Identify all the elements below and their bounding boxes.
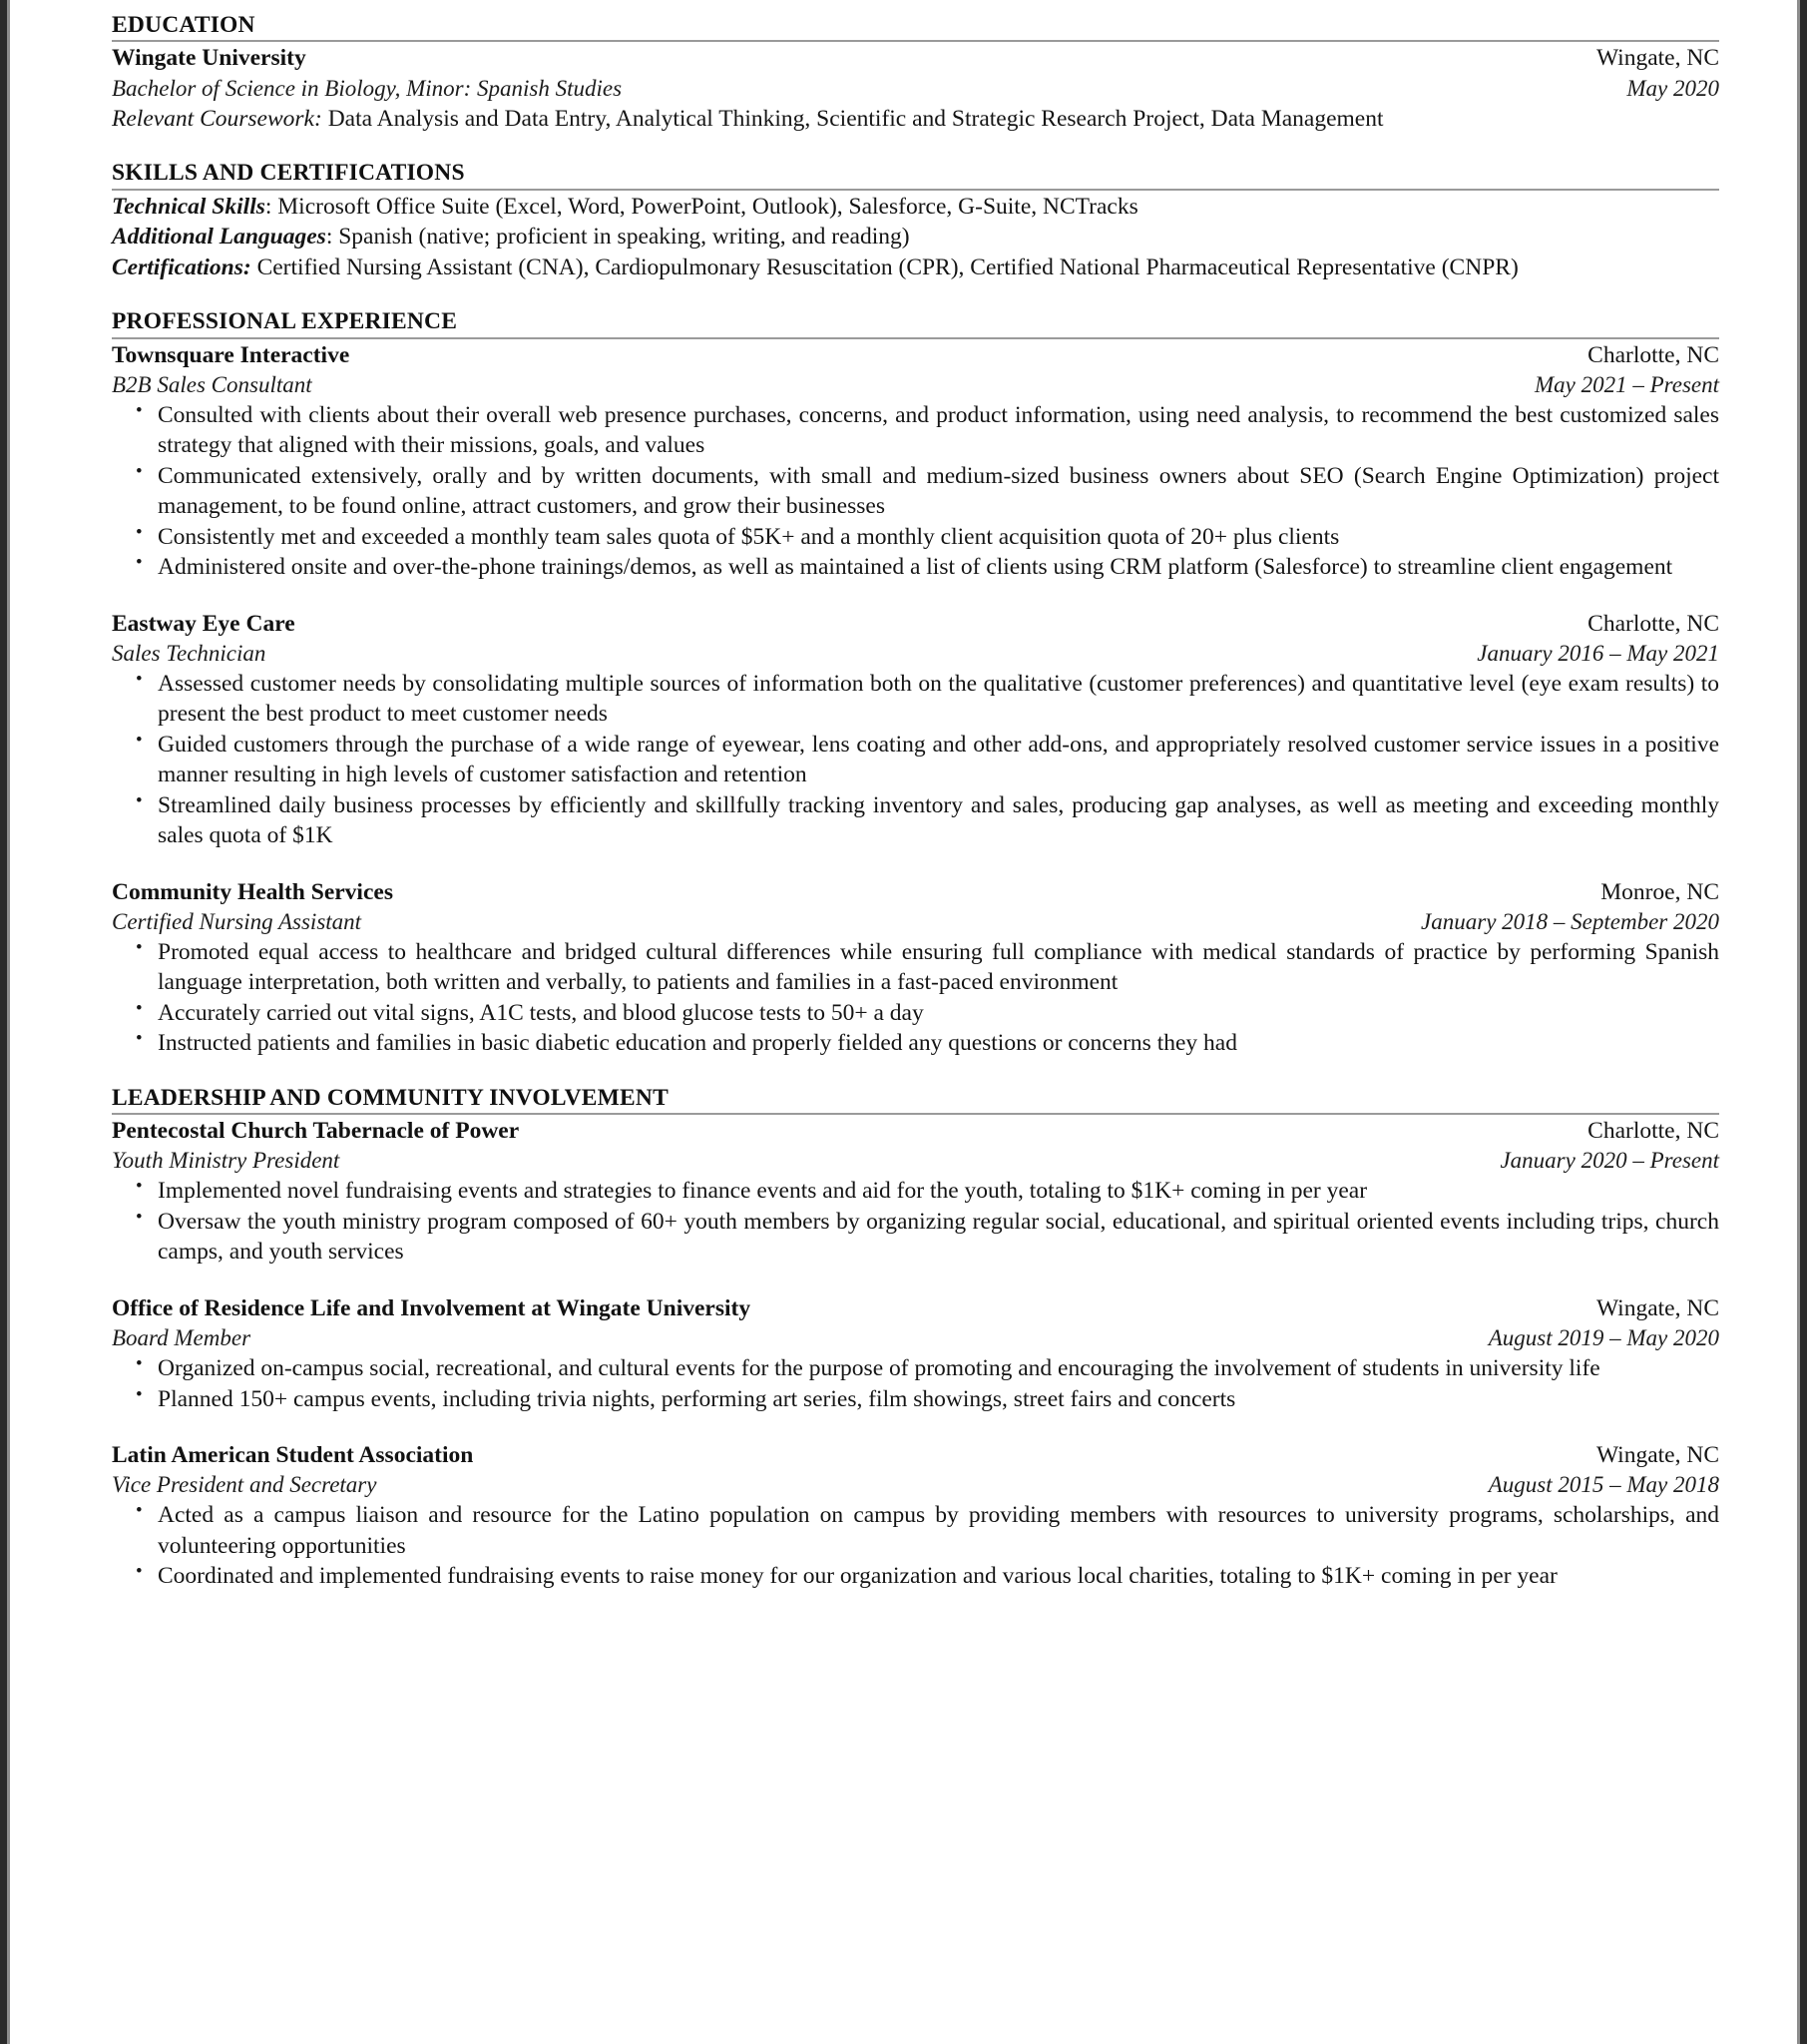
technical-skills-text: Microsoft Office Suite (Excel, Word, PowerPoint, Outlook), Salesforce, G-Suite, NCTracks bbox=[277, 193, 1138, 220]
list-item: • Acted as a campus liaison and resource for the Latino population on campus by providing members with resources to university programs, scholarships, and volunteering opportunities bbox=[112, 1500, 1719, 1561]
entry-header-row bbox=[112, 1116, 1719, 1147]
list-item: • Assessed customer needs by consolidating multiple sources of information both on the qualitative (customer preferences) and quantitative level (eye exam results) to present the best product to meet customer needs bbox=[112, 669, 1719, 730]
entry-subheader-row bbox=[112, 1323, 1719, 1353]
section-skills-and-certifications bbox=[112, 160, 1719, 282]
relevant-coursework-line bbox=[112, 104, 1719, 135]
additional-languages-separator: : bbox=[325, 224, 339, 251]
section-divider bbox=[112, 1113, 1719, 1115]
section-heading-experience: PROFESSIONAL EXPERIENCE bbox=[112, 308, 458, 335]
organization-name: Community Health Services bbox=[112, 878, 393, 905]
job-title: B2B Sales Consultant bbox=[112, 372, 312, 398]
page-edge-right bbox=[1800, 0, 1807, 2044]
leadership-entry bbox=[112, 1116, 1719, 1268]
list-item: • Promoted equal access to healthcare and bridged cultural differences while ensuring full compliance with medical standards of practice by performing Spanish language interpretation, both written and verbally, to patients and families in a fast-paced environment bbox=[112, 937, 1719, 998]
section-divider bbox=[112, 40, 1719, 42]
entry-header-row bbox=[112, 43, 1719, 74]
section-leadership-and-community-involvement bbox=[112, 1085, 1719, 1592]
organization-name: Wingate University bbox=[112, 45, 306, 72]
location: Wingate, NC bbox=[1595, 1294, 1719, 1321]
section-heading-leadership: LEADERSHIP AND COMMUNITY INVOLVEMENT bbox=[112, 1084, 669, 1111]
job-title: Sales Technician bbox=[112, 641, 266, 667]
technical-skills-label: Technical Skills bbox=[112, 193, 265, 220]
relevant-coursework-label: Relevant Coursework: bbox=[112, 105, 322, 132]
bullet-list bbox=[112, 400, 1719, 583]
page-edge-left bbox=[0, 0, 7, 2044]
organization-name: Pentecostal Church Tabernacle of Power bbox=[112, 1117, 520, 1144]
certifications-text: Certified Nursing Assistant (CNA), Cardiopulmonary Resuscitation (CPR), Certified National Pharmaceutical Representative (CNPR) bbox=[256, 254, 1519, 280]
organization-name: Eastway Eye Care bbox=[112, 610, 295, 637]
entry-subheader-row bbox=[112, 1470, 1719, 1500]
degree-title: Bachelor of Science in Biology, Minor: Spanish Studies bbox=[112, 75, 623, 101]
entry-header-row bbox=[112, 609, 1719, 640]
location: Charlotte, NC bbox=[1587, 1117, 1719, 1144]
entry-subheader-row bbox=[112, 370, 1719, 400]
additional-languages-label: Additional Languages bbox=[112, 224, 326, 251]
certifications-label: Certifications: bbox=[112, 254, 251, 280]
role-title: Youth Ministry President bbox=[112, 1148, 340, 1174]
role-title: Vice President and Secretary bbox=[112, 1472, 377, 1498]
section-heading-education: EDUCATION bbox=[112, 12, 255, 38]
date-range: August 2019 – May 2020 bbox=[1488, 1325, 1719, 1351]
relevant-coursework-text: Data Analysis and Data Entry, Analytical Thinking, Scientific and Strategic Research Project, Data Management bbox=[321, 105, 1384, 132]
bullet-list bbox=[112, 1500, 1719, 1591]
organization-name: Townsquare Interactive bbox=[112, 341, 350, 368]
list-item: • Accurately carried out vital signs, A1C tests, and blood glucose tests to 50+ a day bbox=[112, 998, 1719, 1028]
entry-subheader-row bbox=[112, 907, 1719, 937]
date-range: January 2016 – May 2021 bbox=[1477, 641, 1719, 667]
entry-subheader-row bbox=[112, 1146, 1719, 1176]
location: Charlotte, NC bbox=[1587, 341, 1719, 368]
entry-header-row bbox=[112, 1440, 1719, 1471]
bullet-list bbox=[112, 1353, 1719, 1414]
entry-header-row bbox=[112, 1293, 1719, 1324]
list-item: • Implemented novel fundraising events and strategies to finance events and aid for the youth, totaling to $1K+ coming in per year bbox=[112, 1176, 1719, 1206]
list-item: • Instructed patients and families in basic diabetic education and properly fielded any questions or concerns they had bbox=[112, 1028, 1719, 1058]
entry-header-row bbox=[112, 340, 1719, 371]
technical-skills-separator: : bbox=[264, 193, 278, 220]
experience-entry bbox=[112, 340, 1719, 583]
list-item: • Administered onsite and over-the-phone trainings/demos, as well as maintained a list of clients using CRM platform (Salesforce) to streamline client engagement bbox=[112, 552, 1719, 582]
date-range: August 2015 – May 2018 bbox=[1488, 1472, 1719, 1498]
organization-name: Latin American Student Association bbox=[112, 1441, 474, 1468]
skills-line-technical bbox=[112, 192, 1719, 223]
experience-entry bbox=[112, 877, 1719, 1059]
list-item: • Oversaw the youth ministry program composed of 60+ youth members by organizing regular social, educational, and spiritual oriented events including trips, church camps, and youth services bbox=[112, 1207, 1719, 1268]
location: Charlotte, NC bbox=[1587, 610, 1719, 637]
list-item: • Guided customers through the purchase of a wide range of eyewear, lens coating and other add-ons, and appropriately resolved customer service issues in a positive manner resulting in high levels of customer satisfaction and retention bbox=[112, 730, 1719, 790]
date-range: January 2020 – Present bbox=[1500, 1148, 1719, 1174]
list-item: • Streamlined daily business processes by efficiently and skillfully tracking inventory and sales, producing gap analyses, as well as meeting and exceeding monthly sales quota of $1K bbox=[112, 790, 1719, 851]
location: Wingate, NC bbox=[1595, 1441, 1719, 1468]
list-item: • Planned 150+ campus events, including trivia nights, performing art series, film showings, street fairs and concerts bbox=[112, 1384, 1719, 1414]
education-entry bbox=[112, 43, 1719, 134]
date-range: January 2018 – September 2020 bbox=[1421, 909, 1719, 935]
entry-subheader-row bbox=[112, 74, 1719, 104]
list-item: • Organized on-campus social, recreational, and cultural events for the purpose of promoting and encouraging the involvement of students in university life bbox=[112, 1353, 1719, 1383]
entry-header-row bbox=[112, 877, 1719, 908]
page-edge-right-inner bbox=[1797, 0, 1800, 2044]
skills-line-languages bbox=[112, 222, 1719, 253]
section-professional-experience bbox=[112, 308, 1719, 1058]
bullet-list bbox=[112, 669, 1719, 851]
section-divider bbox=[112, 337, 1719, 339]
entry-subheader-row bbox=[112, 639, 1719, 669]
list-item: • Communicated extensively, orally and by written documents, with small and medium-sized business owners about SEO (Search Engine Optimization) project management, to be found online, attract customers, and grow their businesses bbox=[112, 461, 1719, 522]
list-item: • Coordinated and implemented fundraising events to raise money for our organization and various local charities, totaling to $1K+ coming in per year bbox=[112, 1561, 1719, 1591]
job-title: Certified Nursing Assistant bbox=[112, 909, 362, 935]
experience-entry bbox=[112, 609, 1719, 851]
section-divider bbox=[112, 189, 1719, 191]
date-range: May 2021 – Present bbox=[1534, 372, 1719, 398]
leadership-entry bbox=[112, 1293, 1719, 1414]
page-edge-left-inner bbox=[7, 0, 10, 2044]
location: Monroe, NC bbox=[1600, 878, 1719, 905]
list-item: • Consistently met and exceeded a monthly team sales quota of $5K+ and a monthly client acquisition quota of 20+ plus clients bbox=[112, 522, 1719, 552]
section-heading-skills: SKILLS AND CERTIFICATIONS bbox=[112, 160, 465, 187]
section-education bbox=[112, 12, 1719, 134]
list-item: • Consulted with clients about their overall web presence purchases, concerns, and product information, using need analysis, to recommend the best customized sales strategy that aligned with their missions, goals, and values bbox=[112, 400, 1719, 461]
bullet-list bbox=[112, 937, 1719, 1059]
date-range: May 2020 bbox=[1626, 75, 1719, 101]
leadership-entry bbox=[112, 1440, 1719, 1592]
bullet-list bbox=[112, 1176, 1719, 1267]
skills-line-certifications bbox=[112, 253, 1719, 283]
location: Wingate, NC bbox=[1595, 45, 1719, 72]
role-title: Board Member bbox=[112, 1325, 251, 1351]
organization-name: Office of Residence Life and Involvement at Wingate University bbox=[112, 1294, 751, 1321]
additional-languages-text: Spanish (native; proficient in speaking, writing, and reading) bbox=[338, 224, 910, 251]
